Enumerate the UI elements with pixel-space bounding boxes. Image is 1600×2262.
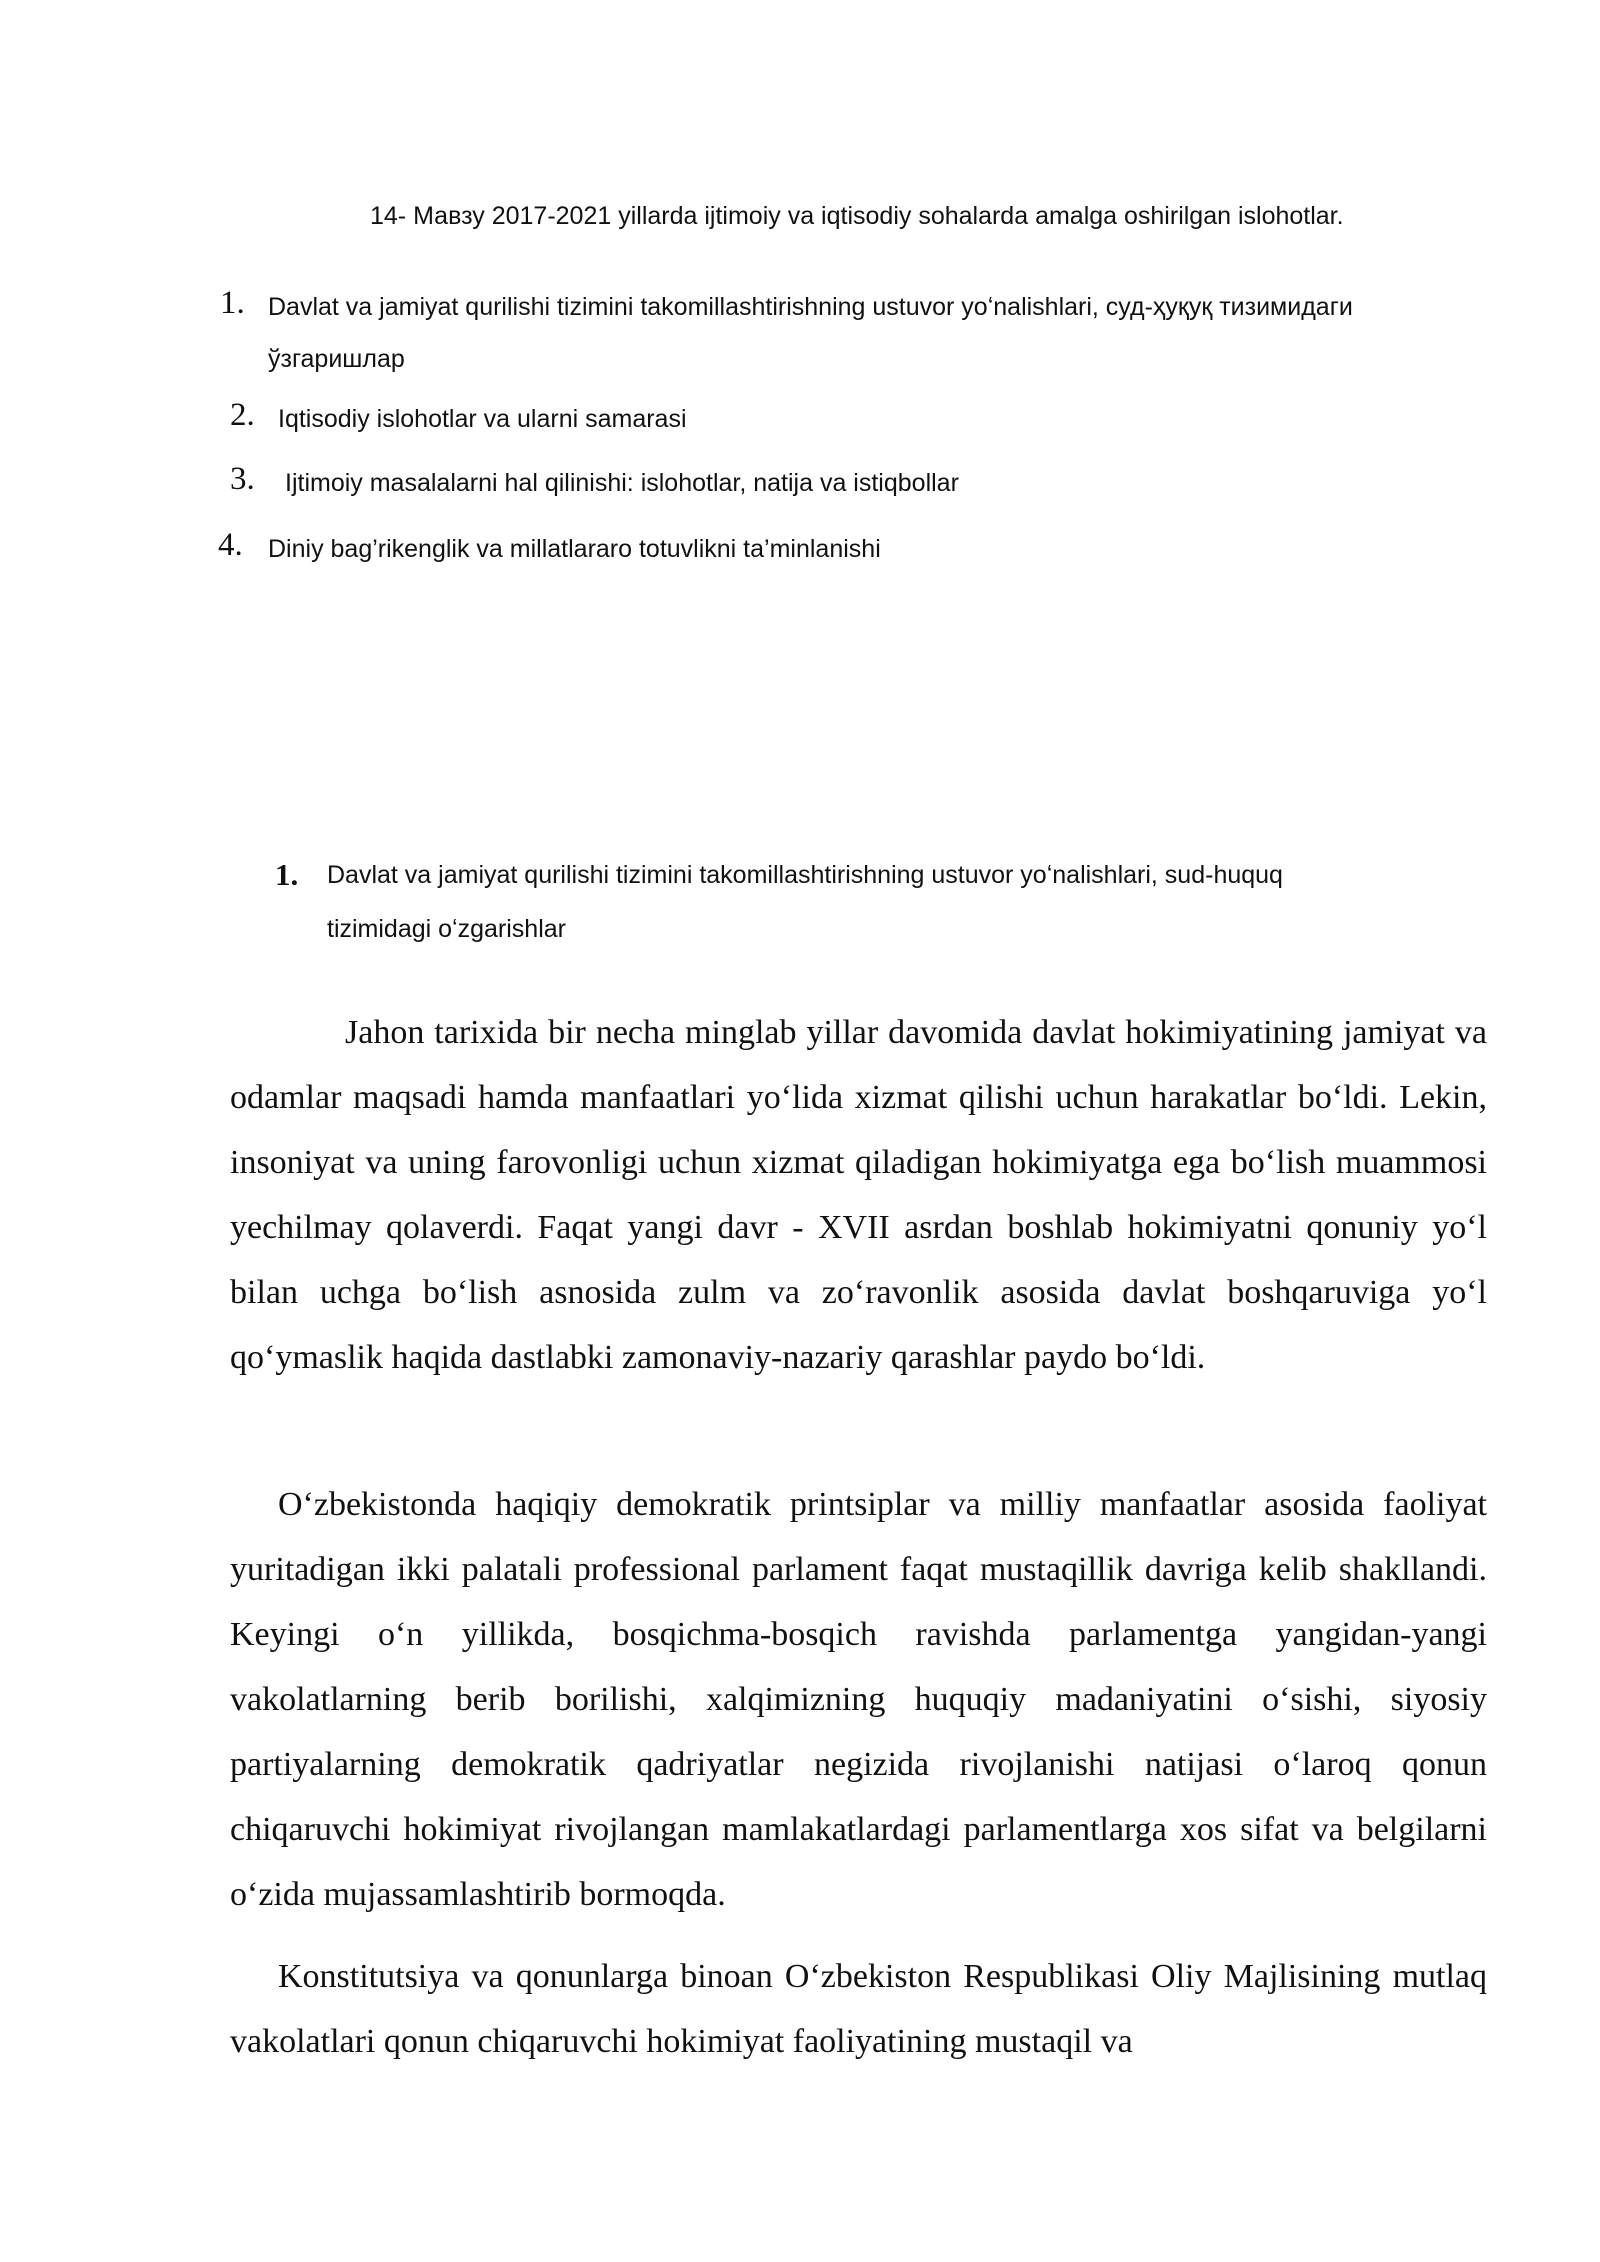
toc-text-continued: ўзгаришлар [268,345,405,373]
toc-item-3 [230,456,1530,510]
toc-text: Ijtimoiy masalalarni hal qilinishi: islohotlar, natija va istiqbollar [285,469,959,497]
body-paragraph-3: Konstitutsiya va qonunlarga binoan Oʻzbekiston Respublikasi Oliy Majlisining mutlaq vakolatlari qonun chiqaruvchi hokimiyat faoliyatining mustaqil va [230,1958,1487,2060]
toc-text: Davlat va jamiyat qurilishi tizimini takomillashtirishning ustuvor yoʻnalishlari, суд-ҳуқуқ тизимидаги [268,293,1353,321]
body-paragraph-2: Oʻzbekistonda haqiqiy demokratik printsiplar va milliy manfaatlar asosida faoliyat yuritadigan ikki palatali professional parlament faqat mustaqillik davriga kelib shakllandi. Keyingi oʻn yillikda, bosqichma-bosqich ravishda parlamentga yangidan-yangi vakolatlarning berib borilishi, xalqimizning huquqiy madaniyatini oʻsishi, siyosiy partiyalarning demokratik qadriyatlar negizida rivojlanishi natijasi oʻlaroq qonun chiqaruvchi hokimiyat rivojlangan mamlakatlardagi parlamentlarga xos sifat va belgilarni oʻzida mujassamlashtirib bormoqda. [230,1486,1487,1913]
toc-number: 3. [230,461,255,497]
toc-number: 1. [220,285,245,321]
section-number: 1. [275,857,299,892]
document-title: 14- Мавзу 2017-2021 yillarda ijtimoiy va iqtisodiy sohalarda amalga oshirilgan islohotlar. [370,202,1344,230]
body-paragraph-1: Jahon tarixida bir necha minglab yillar davomida davlat hokimiyatining jamiyat va odamlar maqsadi hamda manfaatlari yoʻlida xizmat qilishi uchun harakatlar boʻldi. Lekin, insoniyat va uning farovonligi uchun xizmat qiladigan hokimiyatga ega boʻlish muammosi yechilmay qolaverdi. Faqat yangi davr - XVII asrdan boshlab hokimiyatni qonuniy yoʻl bilan uchga boʻlish asnosida zulm va zoʻravonlik asosida davlat boshqaruviga yoʻl qoʻymaslik haqida dastlabki zamonaviy-nazariy qarashlar paydo boʻldi. [230,1014,1487,1376]
toc-number: 2. [230,397,255,433]
toc-item-1 [220,280,1520,390]
toc-text: Diniy bag’rikenglik va millatlararo totuvlikni ta’minlanishi [268,535,881,563]
section-title: Davlat va jamiyat qurilishi tizimini takomillashtirishning ustuvor yoʻnalishlari, sud-huquq tizimidagi oʻzgarishlar [327,861,1283,943]
toc-number: 4. [218,527,243,563]
toc-text: Iqtisodiy islohotlar va ularni samarasi [278,405,687,433]
toc-item-2 [230,392,1530,446]
toc-item-4 [218,522,1518,576]
